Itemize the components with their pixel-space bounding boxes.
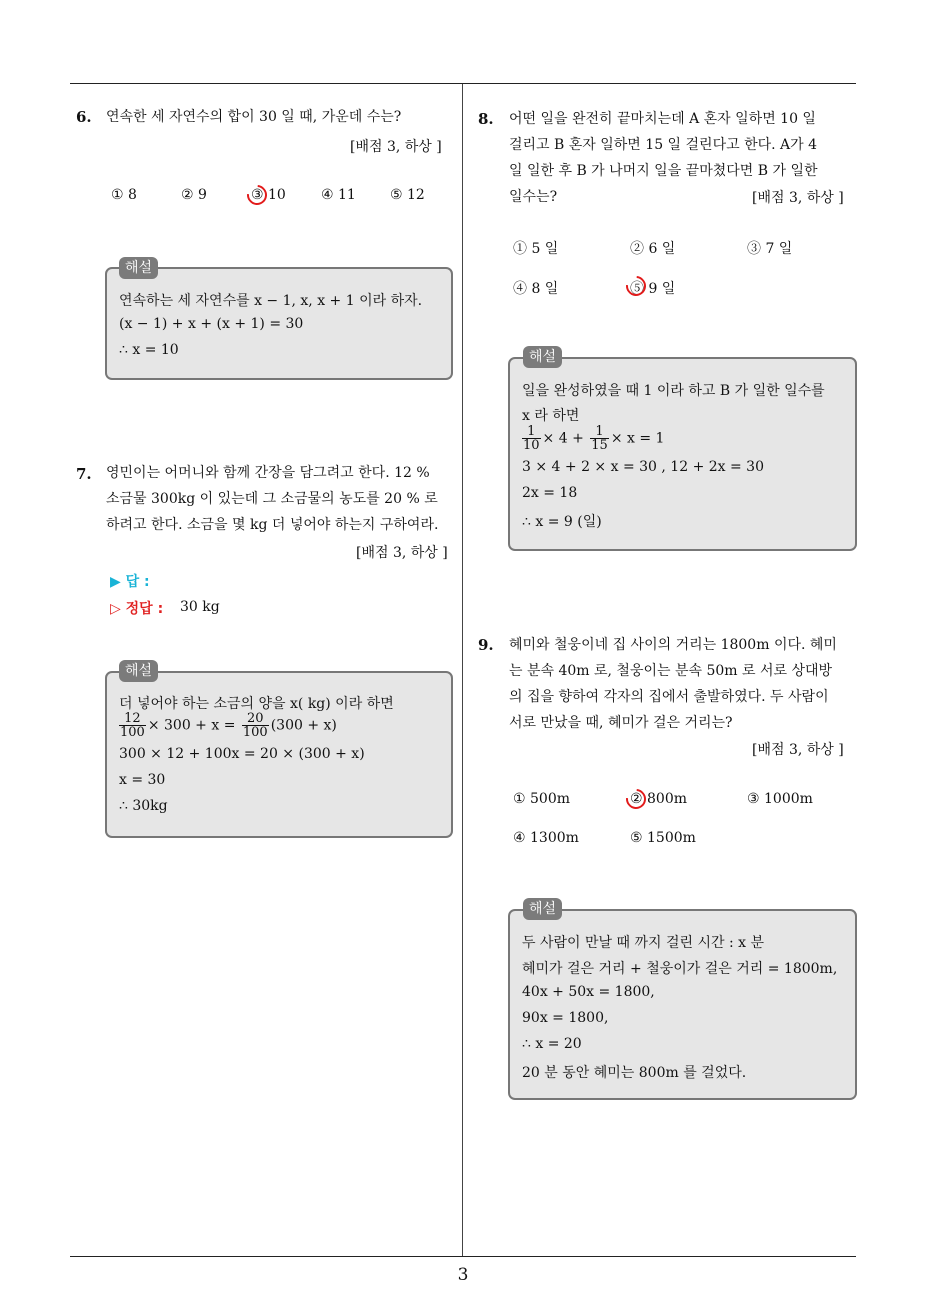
correct-answer-label: ▷ 정답 : xyxy=(110,601,164,617)
q9-solution-line: 40x + 50x = 1800, xyxy=(522,984,655,1000)
q6-choice-5[interactable]: ⑤ 12 xyxy=(390,187,425,203)
question-7-line: 영민이는 어머니와 함께 간장을 담그려고 한다. 12 % xyxy=(106,465,430,481)
q6-solution-tab: 해설 xyxy=(119,257,158,279)
answer-circle-mark xyxy=(622,785,650,813)
q7-solution-equation: $\frac{12}{100}$ × 300 + x = $\frac{20}{100}$ (300 + x) xyxy=(120,711,337,740)
question-8-score: [배점 3, 하상 ] xyxy=(752,190,844,206)
q7-solution-line: 300 × 12 + 100x = 20 × (300 + x) xyxy=(119,746,365,762)
q9-solution-line: 두 사람이 만날 때 까지 걸린 시간 : x 분 xyxy=(522,935,764,951)
q8-choice-4[interactable]: ④ 8 일 xyxy=(513,281,559,297)
q8-solution-line: 3 × 4 + 2 × x = 30 , 12 + 2x = 30 xyxy=(522,459,764,475)
question-9-score: [배점 3, 하상 ] xyxy=(752,742,844,758)
q6-choice-4[interactable]: ④ 11 xyxy=(321,187,356,203)
q9-solution-line: ∴ x = 20 xyxy=(522,1036,582,1052)
q9-choice-3[interactable]: ③ 1000m xyxy=(747,791,813,807)
question-8-line: 걸리고 B 혼자 일하면 15 일 걸린다고 한다. A가 4 xyxy=(509,137,818,153)
bottom-rule xyxy=(70,1256,856,1257)
fraction: $\frac{12}{100}$ xyxy=(120,711,145,740)
question-7-line: 소금물 300kg 이 있는데 그 소금물의 농도를 20 % 로 xyxy=(106,491,438,507)
q8-solution-line: ∴ x = 9 (일) xyxy=(522,514,602,530)
q9-solution-line: 혜미가 걸은 거리 + 철웅이가 걸은 거리 = 1800m, xyxy=(522,961,838,977)
q8-choice-3[interactable]: ③ 7 일 xyxy=(747,241,793,257)
answer-label: ▶ 답 : xyxy=(110,574,150,590)
correct-answer-value: 30 kg xyxy=(180,599,220,615)
q6-choice-1[interactable]: ① 8 xyxy=(111,187,137,203)
q6-choice-2[interactable]: ② 9 xyxy=(181,187,207,203)
q9-choice-2[interactable]: ② 800m xyxy=(630,791,687,807)
q9-choice-5[interactable]: ⑤ 1500m xyxy=(630,830,696,846)
answer-circle-mark xyxy=(243,181,271,209)
q8-solution-line: 일을 완성하였을 때 1 이라 하고 B 가 일한 일수를 xyxy=(522,383,825,399)
q8-choice-1[interactable]: ① 5 일 xyxy=(513,241,559,257)
q7-solution-tab: 해설 xyxy=(119,660,158,682)
question-7-score: [배점 3, 하상 ] xyxy=(356,545,448,561)
column-divider xyxy=(462,84,463,1256)
question-8-line: 어떤 일을 완전히 끝마치는데 A 혼자 일하면 10 일 xyxy=(509,111,816,127)
q8-choice-5[interactable]: ⑤ 9 일 xyxy=(630,281,676,297)
question-9-line: 혜미와 철웅이네 집 사이의 거리는 1800m 이다. 혜미 xyxy=(509,637,837,653)
fraction: $\frac{1}{10}$ xyxy=(523,424,540,453)
q9-choice-4[interactable]: ④ 1300m xyxy=(513,830,579,846)
question-6-number: 6. xyxy=(76,108,92,126)
q9-choice-1[interactable]: ① 500m xyxy=(513,791,570,807)
q7-solution-line: 더 넣어야 하는 소금의 양을 x( kg) 이라 하면 xyxy=(119,696,394,712)
fraction: $\frac{20}{100}$ xyxy=(242,711,268,740)
question-9-number: 9. xyxy=(478,636,494,654)
question-8-line: 일수는? xyxy=(509,189,558,205)
question-9-line: 의 집을 향하여 각자의 집에서 출발하였다. 두 사람이 xyxy=(509,689,829,705)
q6-solution-line: (x − 1) + x + (x + 1) = 30 xyxy=(119,316,304,332)
question-9-line: 서로 만났을 때, 혜미가 걸은 거리는? xyxy=(509,715,733,731)
q8-solution-equation: $\frac{1}{10}$ × 4 + $\frac{1}{15}$ × x = 1 xyxy=(523,424,665,453)
q8-solution-line: x 라 하면 xyxy=(522,408,580,424)
q8-choice-2[interactable]: ② 6 일 xyxy=(630,241,676,257)
q9-solution-line: 90x = 1800, xyxy=(522,1010,609,1026)
q9-solution-tab: 해설 xyxy=(523,898,562,920)
q8-solution-line: 2x = 18 xyxy=(522,485,578,501)
q7-solution-line: ∴ 30kg xyxy=(119,798,168,814)
q6-solution-line: 연속하는 세 자연수를 x − 1, x, x + 1 이라 하자. xyxy=(119,293,423,309)
question-8-line: 일 일한 후 B 가 나머지 일을 끝마쳤다면 B 가 일한 xyxy=(509,163,818,179)
top-rule xyxy=(70,83,856,84)
question-8-number: 8. xyxy=(478,110,494,128)
question-7-number: 7. xyxy=(76,465,92,483)
q9-solution-line: 20 분 동안 혜미는 800m 를 걸었다. xyxy=(522,1065,747,1081)
page-number: 3 xyxy=(457,1265,469,1285)
question-9-line: 는 분속 40m 로, 철웅이는 분속 50m 로 서로 상대방 xyxy=(509,663,833,679)
q7-solution-line: x = 30 xyxy=(119,772,166,788)
question-7-line: 하려고 한다. 소금을 몇 kg 더 넣어야 하는지 구하여라. xyxy=(106,517,439,533)
q6-solution-line: ∴ x = 10 xyxy=(119,342,179,358)
fraction: $\frac{1}{15}$ xyxy=(591,424,608,453)
question-6-text: 연속한 세 자연수의 합이 30 일 때, 가운데 수는? xyxy=(106,109,402,125)
q6-choice-3[interactable]: ③ 10 xyxy=(251,187,286,203)
question-6-score: [배점 3, 하상 ] xyxy=(350,139,442,155)
q8-solution-tab: 해설 xyxy=(523,346,562,368)
